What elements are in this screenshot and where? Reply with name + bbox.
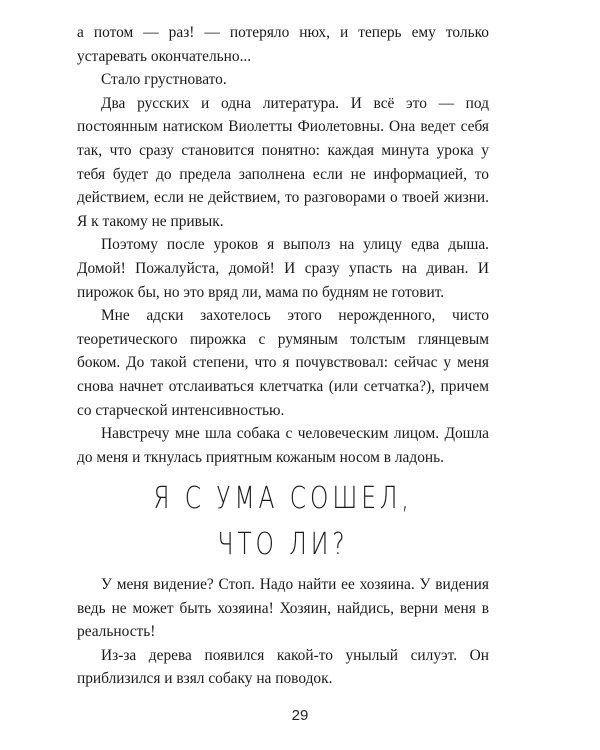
paragraph: Стало грустновато. — [101, 71, 227, 89]
chapter-heading — [122, 476, 443, 568]
paragraph: Из-за дерева появился какой-то унылый силуэт. Он приблизился и взял собаку на поводок. — [77, 646, 489, 688]
paragraph: Поэтому после уроков я выполз на улицу едва дыша. Домой! Пожалуйста, домой! И сразу упасть на диван. И пирожок бы, но это вряд ли, мама по будням не готовит. — [77, 236, 489, 301]
paragraph: Два русских и одна литература. И всё это — под постоянным натиском Виолетты Фиолетовны. Она ведет себя так, что сразу становится понятно: каждая минута урока у тебя будет до предела заполнена если не информацией, то действием, если не действием, то разговорами о твоей жизни. Я к такому не привык. — [77, 94, 489, 230]
paragraph: У меня видение? Стоп. Надо найти ее хозяина. У видения ведь не может быть хозяина! Хозяин, найдись, верни меня в реальность! — [77, 576, 489, 641]
chapter-heading-line-2: ЧТО ЛИ? — [217, 527, 349, 562]
body-text-bottom — [77, 573, 489, 691]
page-number: 29 — [291, 707, 309, 724]
paragraph: Навстречу мне шла собака с человеческим лицом. Дошла до меня и ткнулась приятным кожаным носом в ладонь. — [77, 425, 489, 466]
paragraph: Мне адски захотелось этого нерожденного, чисто теоретического пирожка с румяным толстым глянцевым боком. До такой степени, что я почувствовал: сейчас у меня снова начнет отслаиваться клетчатка (или сетчатка?), причем со старческой интенсивностью. — [77, 307, 489, 419]
body-text-top — [77, 21, 489, 469]
chapter-heading-line-1: Я С УМА СОШЕЛ, — [153, 481, 413, 516]
paragraph-continuation: а потом — раз! — потеряло нюх, и теперь ему только устаревать окончательно... — [77, 24, 489, 65]
